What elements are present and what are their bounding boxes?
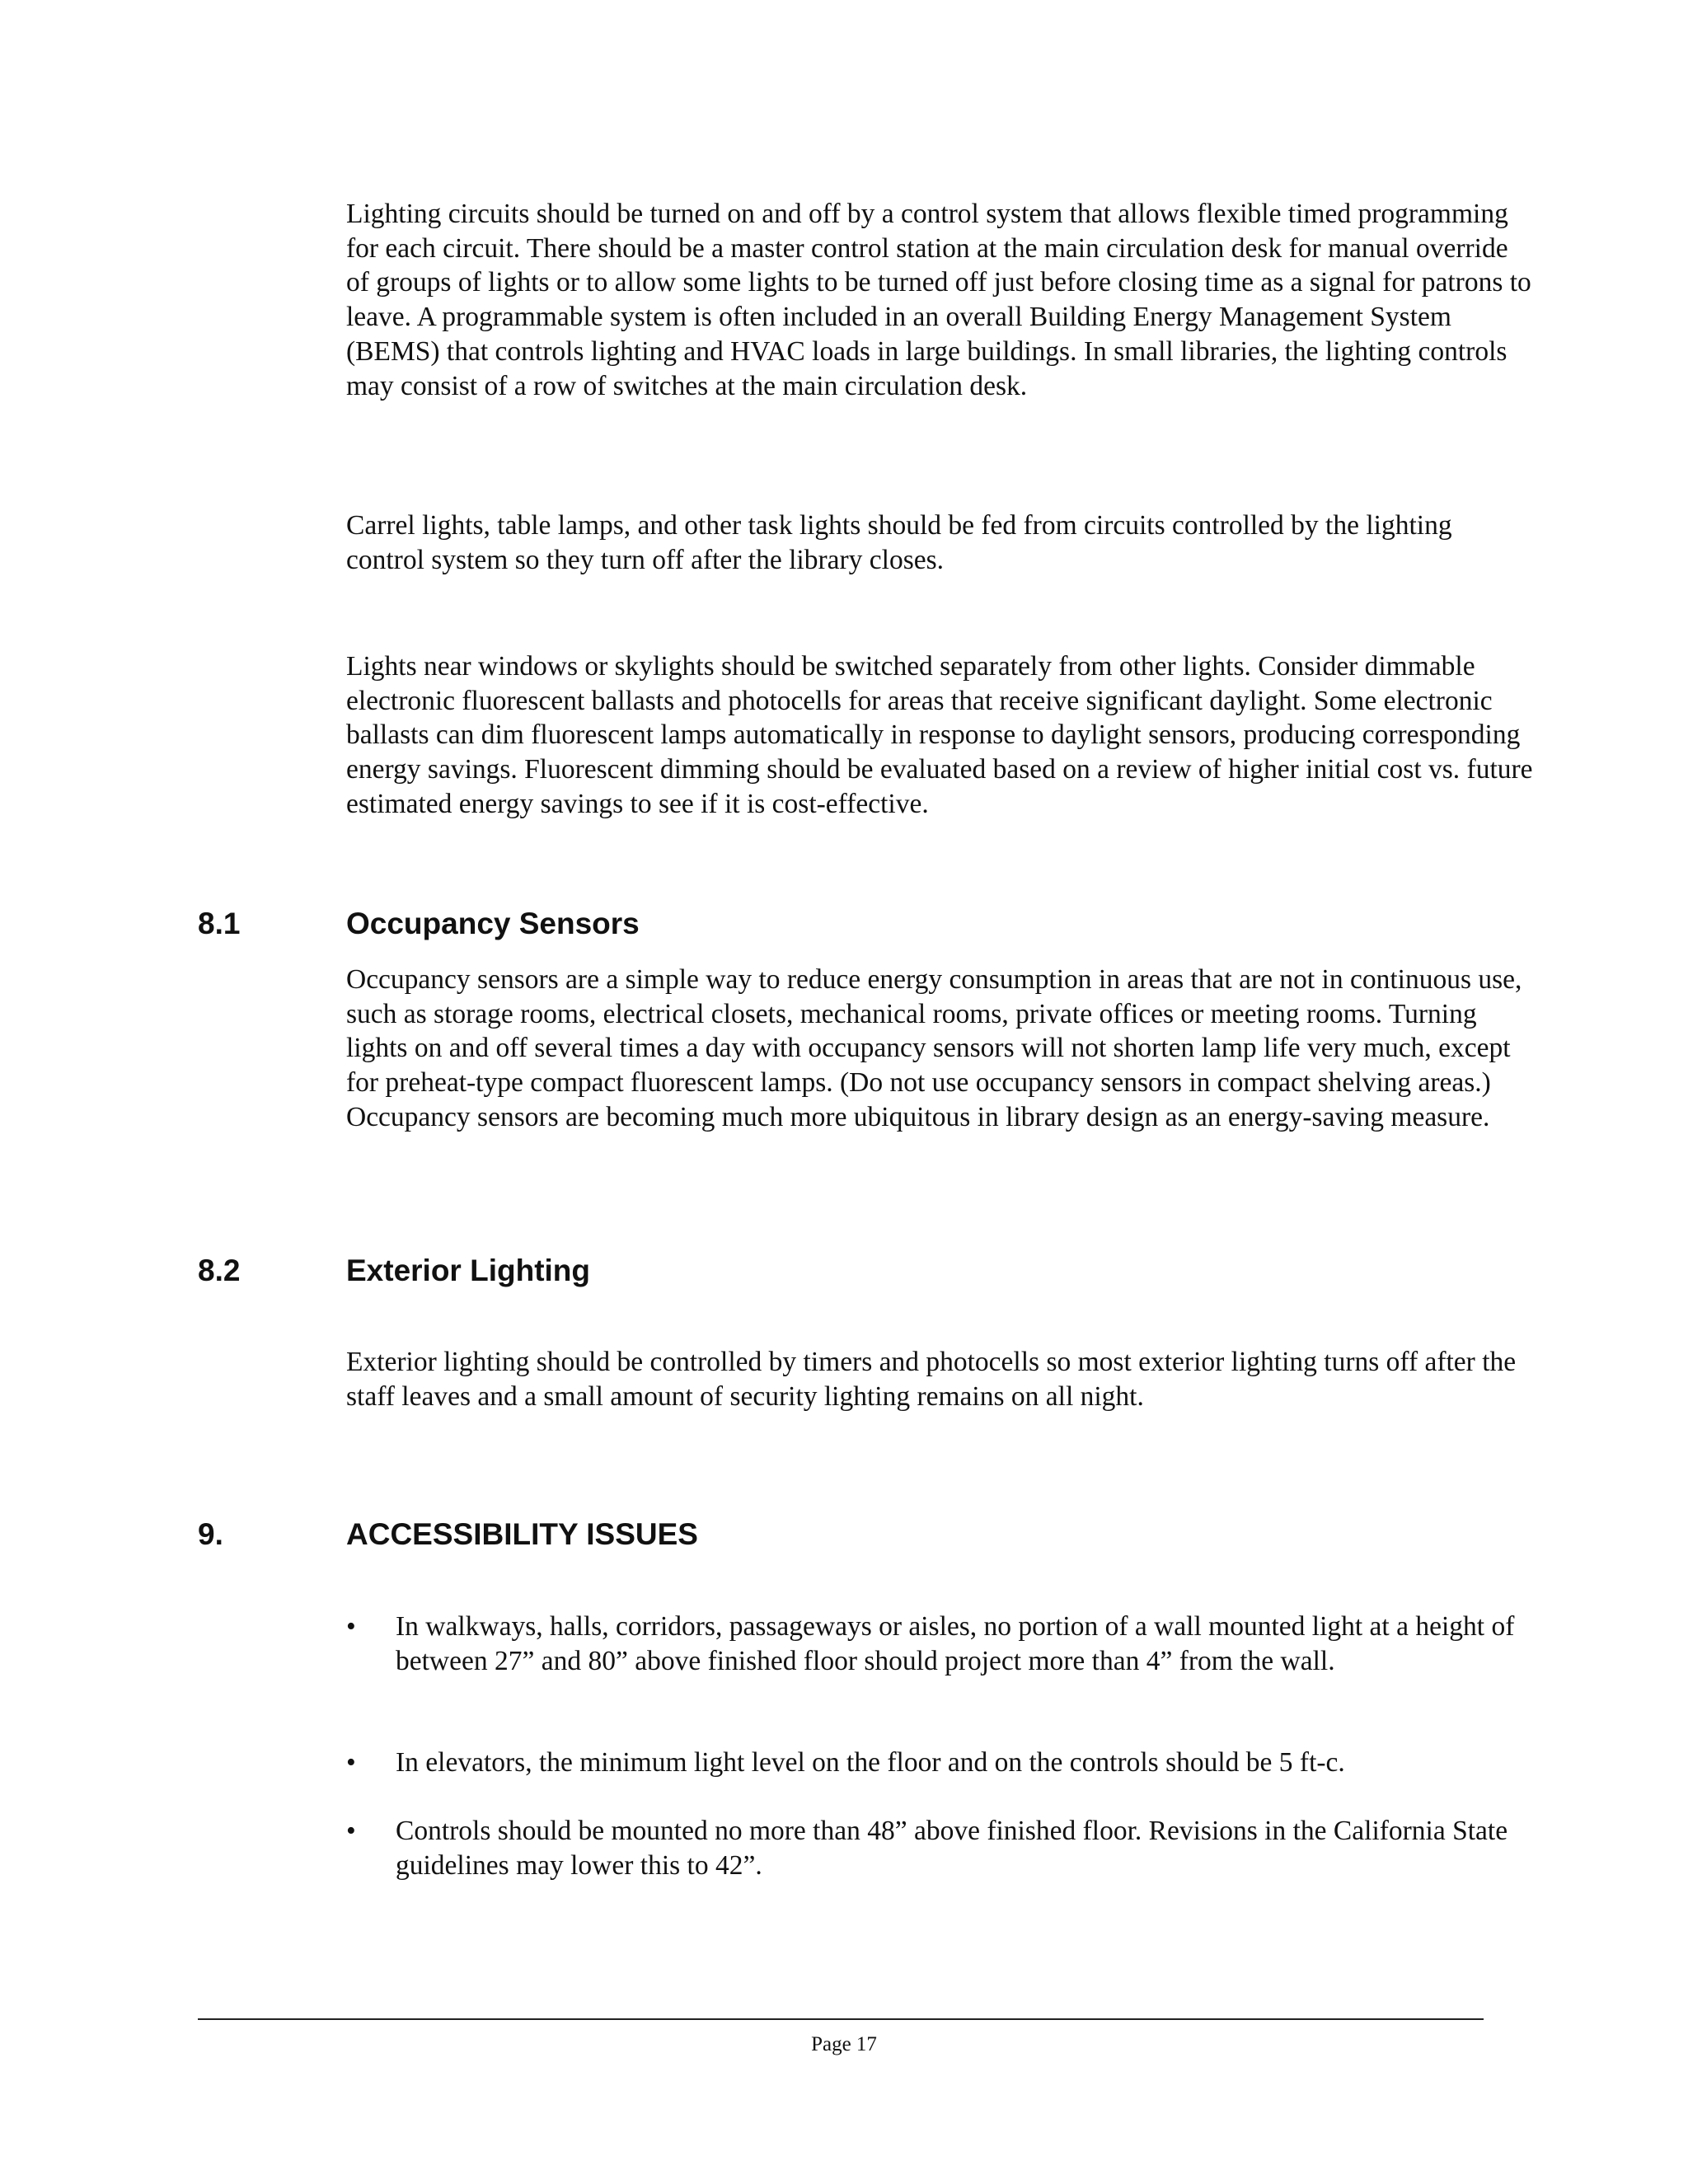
paragraph-task-lights: Carrel lights, table lamps, and other task lights should be fed from circuits controlled by the lighting control system so they turn off after the library closes. — [346, 510, 1452, 575]
paragraph-daylight-switching: Lights near windows or skylights should be switched separately from other lights. Consider dimmable electronic fluorescent ballasts and photocells for areas that receive significant daylight. Some electronic ballasts can dim fluorescent lamps automatically in response to daylight sensors, producing corresponding energy savings. Fluorescent dimming should be evaluated based on a review of higher initial cost vs. future estimated energy savings to see if it is cost-effective. — [346, 651, 1533, 819]
paragraph-lighting-control-system: Lighting circuits should be turned on and off by a control system that allows flexible timed programming for each circuit. There should be a master control station at the main circulation desk for manual override of groups of lights or to allow some lights to be turned off just before closing time as a signal for patrons to leave. A programmable system is often included in an overall Building Energy Management System (BEMS) that controls lighting and HVAC loads in large buildings. In small libraries, the lighting controls may consist of a row of switches at the main circulation desk. — [346, 199, 1531, 401]
section-8-1-number: 8.1 — [198, 907, 241, 940]
section-9-title: ACCESSIBILITY ISSUES — [346, 1517, 698, 1551]
bullet-icon: • — [346, 1611, 356, 1642]
section-9-number: 9. — [198, 1517, 223, 1551]
bullet-icon: • — [346, 1747, 356, 1778]
bullet-text: Controls should be mounted no more than 48” above finished floor. Revisions in the California State guidelines may lower this to 42”. — [396, 1816, 1508, 1881]
bullet-text: In walkways, halls, corridors, passageways or aisles, no portion of a wall mounted light at a height of between 27” and 80” above finished floor should project more than 4” from the wall. — [396, 1611, 1515, 1676]
page-number: Page 17 — [811, 2033, 877, 2055]
bullet-text: In elevators, the minimum light level on the floor and on the controls should be 5 ft-c. — [396, 1747, 1345, 1778]
section-8-2-number: 8.2 — [198, 1254, 241, 1287]
section-8-2-title: Exterior Lighting — [346, 1254, 590, 1287]
section-8-2-body: Exterior lighting should be controlled by timers and photocells so most exterior lighting turns off after the staff leaves and a small amount of security lighting remains on all night. — [346, 1347, 1517, 1412]
section-8-1-body: Occupancy sensors are a simple way to reduce energy consumption in areas that are not in continuous use, such as storage rooms, electrical closets, mechanical rooms, private offices or meeting rooms. Turning lights on and off several times a day with occupancy sensors will not shorten lamp life very much, except for preheat-type compact fluorescent lamps. (Do not use occupancy sensors in compact shelving areas.) Occupancy sensors are becoming much more ubiquitous in library design as an energy-saving measure. — [346, 964, 1522, 1132]
footer-divider — [198, 2018, 1484, 2020]
bullet-icon: • — [346, 1816, 356, 1846]
section-8-1-title: Occupancy Sensors — [346, 907, 640, 940]
